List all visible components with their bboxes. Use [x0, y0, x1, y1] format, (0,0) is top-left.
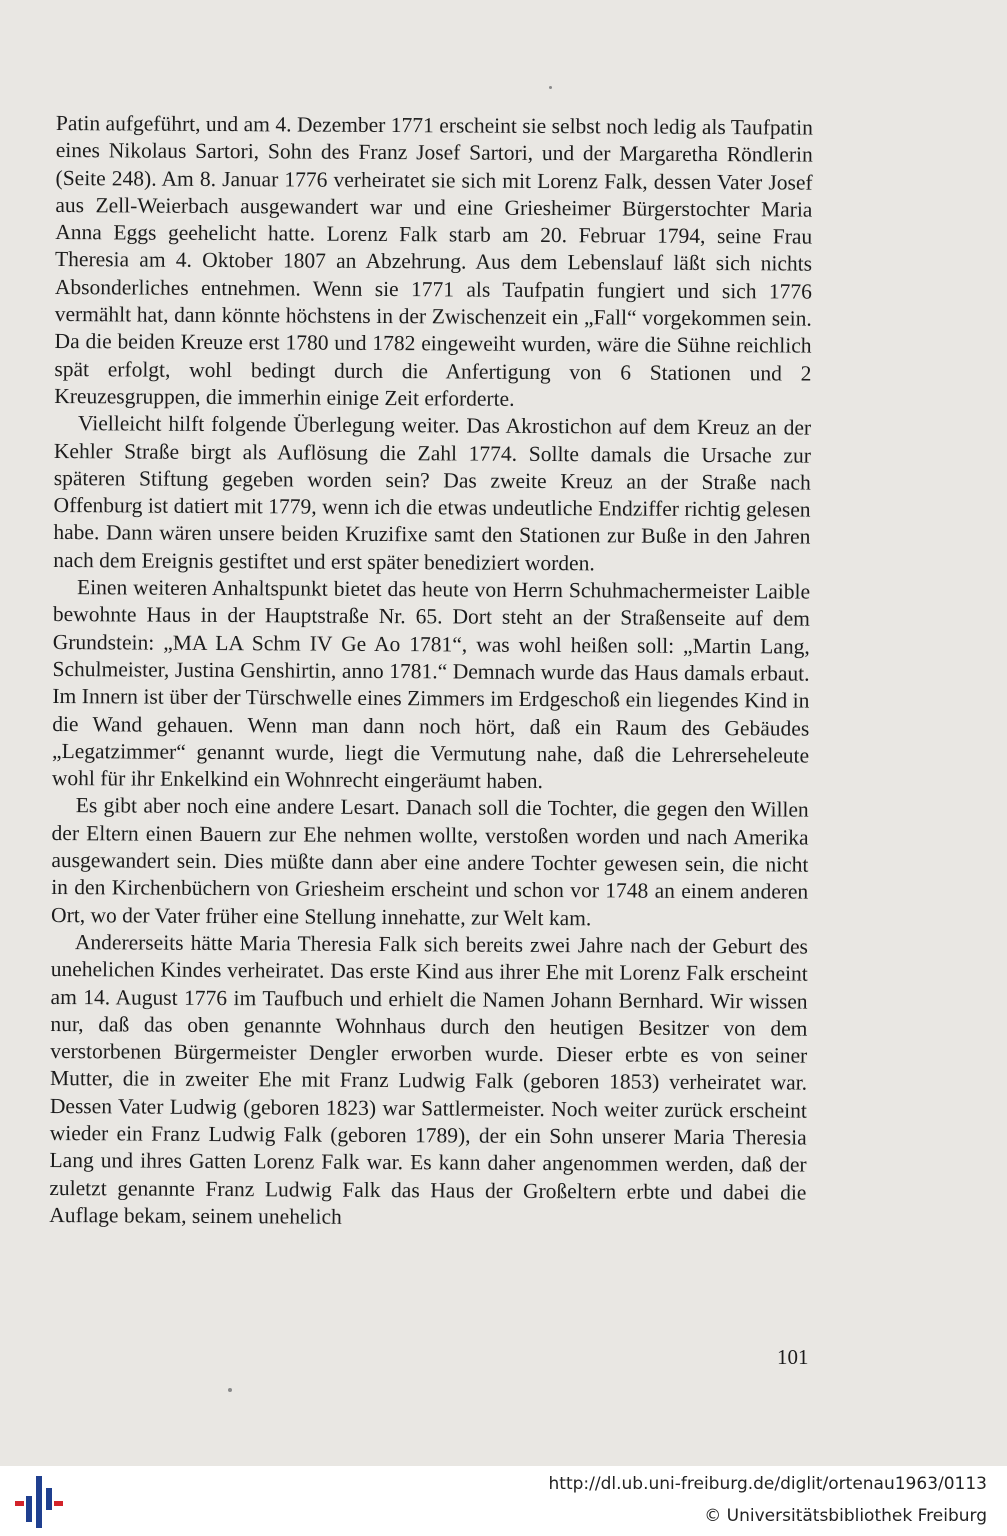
paragraph-5: Andererseits hätte Maria Theresia Falk sich bereits zwei Jahre nach der Geburt des unehelichen Kindes verheiratet. Das erste Kind aus ihrer Ehe mit Lorenz Falk erscheint am 14. August 1776 im Taufbuch und erhielt die Namen Johann Bernhard. Wir wissen nur, daß das oben genannte Wohnhaus durch den heutigen Besitzer von dem verstorbenen Bürgermeister Dengler erworben wurde. Dieser erbte es von seiner Mutter, die in zweiter Ehe mit Franz Ludwig Falk (geboren 1853) verheiratet war. Dessen Vater Ludwig (geboren 1823) war Sattlermeister. Noch weiter zurück erscheint wieder ein Franz Ludwig Falk (geboren 1789), der ein Sohn unserer Maria Theresia Lang und ihres Gatten Lorenz Falk war. Es kann daher angenommen werden, daß der zuletzt genannte Franz Ludwig Falk das Haus der Großeltern erbte und dabei die Auflage bekam, seinem unehelich	[49, 930, 808, 1229]
paragraph-2: Vielleicht hilft folgende Überlegung weiter. Das Akrostichon auf dem Kreuz an der Kehler Straße birgt als Auflösung die Zahl 1774. Sollte damals die Ursache zur späteren Stiftung gegeben worden sein? Das zweite Kreuz an der Straße nach Offenburg ist datiert mit 1779, wenn ich die etwas undeutliche Endziffer richtig gelesen habe. Dann wären unsere beiden Kruzifixe samt den Stationen zur Buße in den Jahren nach dem Ereignis gestiftet und erst später benediziert worden.	[53, 411, 812, 576]
copyright-text: © Universitätsbibliothek Freiburg	[704, 1506, 987, 1526]
scan-speck	[228, 1388, 232, 1392]
paragraph-4: Es gibt aber noch eine andere Lesart. Danach soll die Tochter, die gegen den Willen der Eltern einen Bauern zur Ehe nehmen wollte, verstoßen worden und nach Amerika ausgewandert sein. Dies müßte dann aber eine andere Tochter gewesen sein, die nicht in den Kirchenbüchern von Griesheim erscheint und schon vor 1748 an einem anderen Ort, wo der Vater früher eine Stellung innehatte, zur Welt kam.	[51, 793, 809, 930]
permalink-link[interactable]: http://dl.ub.uni-freiburg.de/diglit/ortenau1963/0113	[548, 1474, 987, 1494]
body-text	[49, 110, 813, 1234]
page-number: 101	[777, 1345, 809, 1369]
paragraph-1: Patin aufgeführt, und am 4. Dezember 1771 erscheint sie selbst noch ledig als Taufpatin eines Nikolaus Sartori, Sohn des Franz Josef Sartori, und der Margaretha Röndlerin (Seite 248). Am 8. Januar 1776 verheiratet sie sich mit Lorenz Falk, dessen Vater Josef aus Zell-Weierbach ausgewandert war und eine Griesheimer Bürgerstochter Maria Anna Eggs geehelicht hatte. Lorenz Falk starb am 20. Februar 1794, seine Frau Theresia am 4. Oktober 1807 an Abzehrung. Aus dem Lebenslauf läßt sich nichts Absonderliches entnehmen. Wenn sie 1771 als Taufpatin fungiert und sich 1776 vermählt hat, dann könnte höchstens in der Zwischenzeit ein „Fall“ vorgekommen sein. Da die beiden Kreuze erst 1780 und 1782 eingeweiht wurden, wäre die Sühne reichlich spät erfolgt, wohl bedingt durch die Anfertigung von 6 Stationen und 2 Kreuzesgruppen, die immerhin einige Zeit erforderte.	[54, 110, 813, 411]
paragraph-3: Einen weiteren Anhaltspunkt bietet das heute von Herrn Schuhmachermeister Laible bewohnte Haus in der Hauptstraße Nr. 65. Dort steht an der Straßenseite auf dem Grundstein: „MA LA Schm IV Ge Ao 1781“, was wohl heißen soll: „Martin Lang, Schulmeister, Justina Genshirtin, anno 1781.“ Demnach wurde das Haus damals erbaut. Im Innern ist über der Türschwelle eines Zimmers im Erdgeschoß ein liegendes Kind in die Wand gehauen. Wenn man dann noch hört, daß ein Raum des Gebäudes „Legatzimmer“ genannt wurde, liegt die Vermutung nahe, daß die Lehrerseheleute wohl für ihr Enkelkind ein Wohnrecht eingeräumt haben.	[51, 575, 811, 794]
scan-speck	[549, 86, 552, 89]
ub-freiburg-logo-icon	[14, 1474, 66, 1530]
footer-bar	[0, 1466, 1007, 1536]
